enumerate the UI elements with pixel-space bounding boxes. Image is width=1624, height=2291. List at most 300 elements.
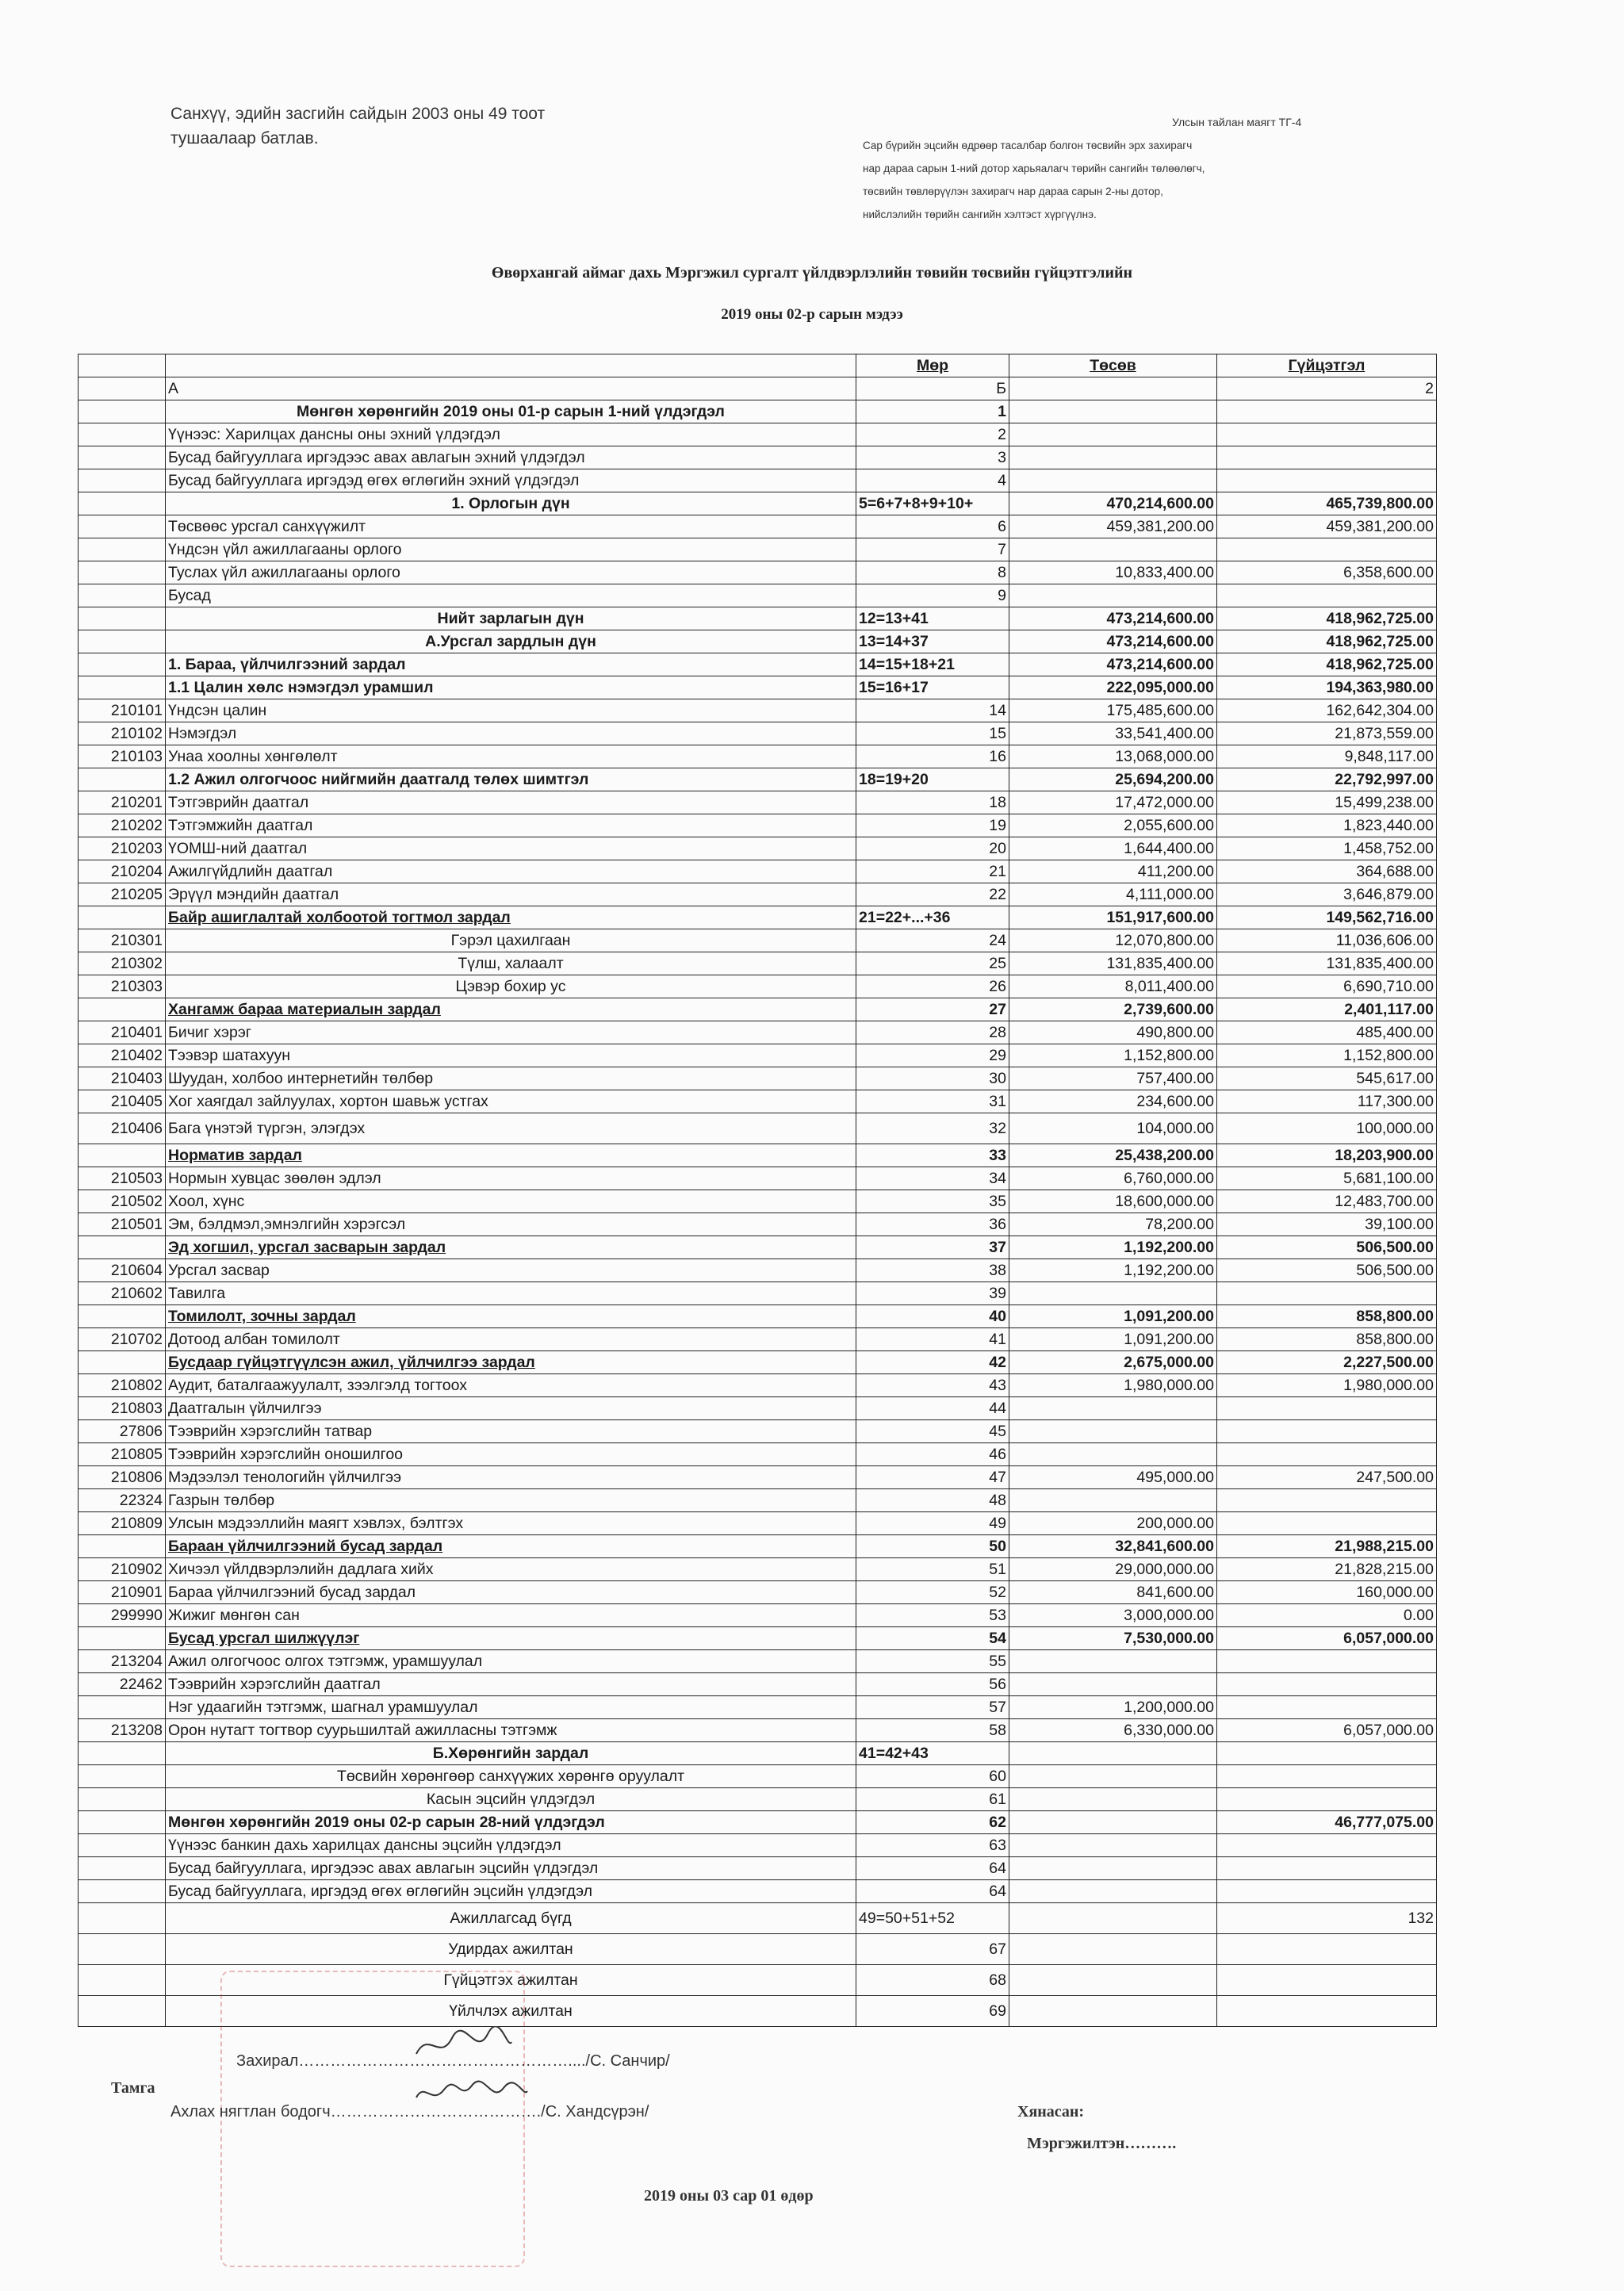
row-performance: 6,358,600.00: [1217, 561, 1437, 584]
row-mor: 50: [856, 1535, 1009, 1558]
row-code: 210203: [79, 837, 166, 860]
row-code: 210503: [79, 1167, 166, 1190]
header-guitsetgel: Гүйцэтгэл: [1217, 354, 1437, 377]
row-label: Тавилга: [166, 1282, 856, 1305]
row-label: Даатгалын үйлчилгээ: [166, 1397, 856, 1420]
row-performance: 247,500.00: [1217, 1466, 1437, 1489]
row-mor: 33: [856, 1144, 1009, 1167]
row-label: Цэвэр бохир ус: [166, 975, 856, 998]
table-subheader-row: [79, 377, 1437, 400]
row-label: [166, 1351, 856, 1374]
row-performance: [1217, 584, 1437, 607]
row-code: [79, 1965, 166, 1996]
table-row: [79, 1090, 1437, 1113]
row-mor: 54: [856, 1627, 1009, 1650]
approval-line-1: Санхүү, эдийн засгийн сайдын 2003 оны 49 тоот: [170, 105, 546, 123]
row-mor: 52: [856, 1581, 1009, 1604]
row-mor: 51: [856, 1558, 1009, 1581]
row-performance: 149,562,716.00: [1217, 906, 1437, 929]
row-mor: 22: [856, 883, 1009, 906]
stamp-label: Тамга: [111, 2079, 155, 2097]
table-row: [79, 1167, 1437, 1190]
row-budget: [1009, 1834, 1217, 1857]
table-row: [79, 515, 1437, 538]
row-budget: [1009, 1965, 1217, 1996]
row-label: Бусад: [166, 584, 856, 607]
table-row: [79, 607, 1437, 630]
row-budget: [1009, 1742, 1217, 1765]
table-row: [79, 653, 1437, 676]
row-label: Шуудан, холбоо интернетийн төлбөр: [166, 1067, 856, 1090]
row-budget: 25,694,200.00: [1009, 768, 1217, 791]
row-performance: 46,777,075.00: [1217, 1811, 1437, 1834]
row-label: [166, 1627, 856, 1650]
row-label: Мөнгөн хөрөнгийн 2019 оны 01-р сарын 1-ний үлдэгдэл: [166, 400, 856, 423]
row-mor: 19: [856, 814, 1009, 837]
submission-line-4: нийслэлийн төрийн сангийн хэлтэст хүргүүлнэ.: [863, 209, 1097, 220]
row-performance: 162,642,304.00: [1217, 699, 1437, 722]
row-budget: 1,200,000.00: [1009, 1696, 1217, 1719]
row-budget: 459,381,200.00: [1009, 515, 1217, 538]
row-label: Төсвийн хөрөнгөөр санхүүжих хөрөнгө оруулалт: [166, 1765, 856, 1788]
table-row: [79, 1113, 1437, 1144]
row-mor: 21: [856, 860, 1009, 883]
specialist-line: Мэргэжилтэн……….: [1027, 2135, 1177, 2152]
row-performance: 418,962,725.00: [1217, 607, 1437, 630]
table-row: [79, 676, 1437, 699]
row-mor: 60: [856, 1765, 1009, 1788]
table-row: [79, 837, 1437, 860]
row-budget: 131,835,400.00: [1009, 952, 1217, 975]
row-budget: [1009, 1934, 1217, 1965]
report-date: 2019 оны 03 сар 01 өдөр: [644, 2187, 814, 2205]
row-budget: 473,214,600.00: [1009, 653, 1217, 676]
row-label: Ажиллагсад бүгд: [166, 1903, 856, 1934]
row-budget: 2,739,600.00: [1009, 998, 1217, 1021]
row-label-text: Томилолт, зочны зардал: [168, 1308, 356, 1325]
row-budget: [1009, 446, 1217, 469]
row-label: Б.Хөрөнгийн зардал: [166, 1742, 856, 1765]
table-row: [79, 1443, 1437, 1466]
row-budget: 78,200.00: [1009, 1213, 1217, 1236]
row-mor: 43: [856, 1374, 1009, 1397]
row-code: [79, 1788, 166, 1811]
row-budget: [1009, 1673, 1217, 1696]
row-label: Эм, бэлдмэл,эмнэлгийн хэрэгсэл: [166, 1213, 856, 1236]
row-mor: 64: [856, 1857, 1009, 1880]
submission-line-3: төсвийн төвлөрүүлэн захирагч нар дараа сарын 2-ны дотор,: [863, 186, 1163, 197]
row-mor: 44: [856, 1397, 1009, 1420]
row-performance: 858,800.00: [1217, 1328, 1437, 1351]
row-mor: 36: [856, 1213, 1009, 1236]
row-code: [79, 1834, 166, 1857]
row-code: 213204: [79, 1650, 166, 1673]
row-budget: 757,400.00: [1009, 1067, 1217, 1090]
row-performance: [1217, 1397, 1437, 1420]
row-mor: 34: [856, 1167, 1009, 1190]
table-row: [79, 538, 1437, 561]
table-row: [79, 1903, 1437, 1934]
row-code: 299990: [79, 1604, 166, 1627]
table-row: [79, 1742, 1437, 1765]
row-performance: [1217, 1420, 1437, 1443]
table-row: [79, 768, 1437, 791]
row-budget: [1009, 1650, 1217, 1673]
table-row: [79, 1328, 1437, 1351]
row-label: Тэтгэмжийн даатгал: [166, 814, 856, 837]
row-label-text: Байр ашиглалтай холбоотой тогтмол зардал: [168, 909, 511, 926]
row-performance: 6,057,000.00: [1217, 1719, 1437, 1742]
row-budget: 1,644,400.00: [1009, 837, 1217, 860]
table-row: [79, 423, 1437, 446]
row-mor: 15: [856, 722, 1009, 745]
row-label: Эрүүл мэндийн даатгал: [166, 883, 856, 906]
row-performance: [1217, 1934, 1437, 1965]
row-performance: 485,400.00: [1217, 1021, 1437, 1044]
row-performance: [1217, 1880, 1437, 1903]
row-mor: 31: [856, 1090, 1009, 1113]
row-budget: 8,011,400.00: [1009, 975, 1217, 998]
row-performance: 5,681,100.00: [1217, 1167, 1437, 1190]
row-label: Туслах үйл ажиллагааны орлого: [166, 561, 856, 584]
row-performance: 12,483,700.00: [1217, 1190, 1437, 1213]
row-code: 210702: [79, 1328, 166, 1351]
row-mor: 9: [856, 584, 1009, 607]
row-label-text: Бусдаар гүйцэтгүүлсэн ажил, үйлчилгээ зардал: [168, 1354, 535, 1371]
table-row: [79, 1558, 1437, 1581]
row-code: [79, 653, 166, 676]
row-label: Жижиг мөнгөн сан: [166, 1604, 856, 1627]
table-row: [79, 1834, 1437, 1857]
row-budget: [1009, 1811, 1217, 1834]
table-row: [79, 791, 1437, 814]
row-mor: 6: [856, 515, 1009, 538]
row-mor: 25: [856, 952, 1009, 975]
row-label: Хоол, хүнс: [166, 1190, 856, 1213]
row-mor: 40: [856, 1305, 1009, 1328]
row-performance: [1217, 1673, 1437, 1696]
row-mor: 24: [856, 929, 1009, 952]
row-budget: 1,980,000.00: [1009, 1374, 1217, 1397]
row-code: [79, 1857, 166, 1880]
row-mor: 7: [856, 538, 1009, 561]
table-row: [79, 1351, 1437, 1374]
row-budget: 10,833,400.00: [1009, 561, 1217, 584]
row-mor: 1: [856, 400, 1009, 423]
header-code: [79, 354, 166, 377]
row-label: Бусад байгууллага, иргэдээс авах авлагын эцсийн үлдэгдэл: [166, 1857, 856, 1880]
row-label: 1.2 Ажил олгогчоос нийгмийн даатгалд төлөх шимтгэл: [166, 768, 856, 791]
row-label: ҮОМШ-ний даатгал: [166, 837, 856, 860]
row-budget: [1009, 1857, 1217, 1880]
row-performance: 21,873,559.00: [1217, 722, 1437, 745]
row-budget: 3,000,000.00: [1009, 1604, 1217, 1627]
table-row: [79, 1512, 1437, 1535]
row-mor: 69: [856, 1996, 1009, 2027]
table-row: [79, 722, 1437, 745]
row-performance: 131,835,400.00: [1217, 952, 1437, 975]
row-performance: [1217, 1834, 1437, 1857]
row-code: [79, 1305, 166, 1328]
row-mor: 18=19+20: [856, 768, 1009, 791]
budget-table-body: [79, 354, 1437, 2027]
table-row: [79, 1067, 1437, 1090]
row-mor: 5=6+7+8+9+10+: [856, 492, 1009, 515]
table-row: [79, 1397, 1437, 1420]
row-budget: 33,541,400.00: [1009, 722, 1217, 745]
row-label: [166, 1144, 856, 1167]
row-code: [79, 607, 166, 630]
row-label: Тэтгэврийн даатгал: [166, 791, 856, 814]
row-mor: 53: [856, 1604, 1009, 1627]
row-label-text: Бараан үйлчилгээний бусад зардал: [168, 1538, 443, 1555]
row-performance: [1217, 1765, 1437, 1788]
subheader-c: 2: [1217, 377, 1437, 400]
row-code: [79, 768, 166, 791]
report-subtitle: 2019 оны 02-р сарын мэдээ: [721, 306, 903, 323]
accountant-signature-line: Ахлах нягтлан бодогч…………………………………./С. Хандсүрэн/: [170, 2103, 649, 2121]
row-budget: 234,600.00: [1009, 1090, 1217, 1113]
table-row: [79, 1934, 1437, 1965]
row-code: 210401: [79, 1021, 166, 1044]
row-label: 1. Бараа, үйлчилгээний зардал: [166, 653, 856, 676]
row-label: Бусад байгууллага, иргэдэд өгөх өглөгийн эцсийн үлдэгдэл: [166, 1880, 856, 1903]
row-mor: 4: [856, 469, 1009, 492]
row-mor: 37: [856, 1236, 1009, 1259]
row-label: [166, 906, 856, 929]
row-budget: 151,917,600.00: [1009, 906, 1217, 929]
row-code: 210205: [79, 883, 166, 906]
submission-line-2: нар дараа сарын 1-ний дотор харьяалагч төрийн сангийн төлөөлөгч,: [863, 163, 1205, 174]
row-code: [79, 1742, 166, 1765]
row-label: 1.1 Цалин хөлс нэмэгдэл урамшил: [166, 676, 856, 699]
row-mor: 8: [856, 561, 1009, 584]
row-budget: [1009, 1420, 1217, 1443]
row-mor: 32: [856, 1113, 1009, 1144]
row-budget: 2,675,000.00: [1009, 1351, 1217, 1374]
row-performance: 418,962,725.00: [1217, 630, 1437, 653]
table-row: [79, 1581, 1437, 1604]
row-performance: [1217, 446, 1437, 469]
row-budget: 1,192,200.00: [1009, 1259, 1217, 1282]
row-performance: [1217, 1857, 1437, 1880]
row-code: [79, 1351, 166, 1374]
row-label: [166, 1535, 856, 1558]
row-budget: 1,091,200.00: [1009, 1305, 1217, 1328]
table-row: [79, 929, 1437, 952]
row-mor: 47: [856, 1466, 1009, 1489]
row-mor: 41: [856, 1328, 1009, 1351]
row-label: Касын эцсийн үлдэгдэл: [166, 1788, 856, 1811]
row-code: [79, 1765, 166, 1788]
budget-table: [78, 354, 1437, 2027]
row-budget: [1009, 1282, 1217, 1305]
table-row: [79, 1788, 1437, 1811]
row-label: Үндсэн цалин: [166, 699, 856, 722]
table-row: [79, 1144, 1437, 1167]
row-mor: 13=14+37: [856, 630, 1009, 653]
row-label: 1. Орлогын дүн: [166, 492, 856, 515]
table-row: [79, 745, 1437, 768]
row-code: [79, 538, 166, 561]
row-label: Дотоод албан томилолт: [166, 1328, 856, 1351]
row-label: Гэрэл цахилгаан: [166, 929, 856, 952]
row-budget: 1,152,800.00: [1009, 1044, 1217, 1067]
row-budget: [1009, 1489, 1217, 1512]
table-row: [79, 1604, 1437, 1627]
row-label-text: Хангамж бараа материалын зардал: [168, 1001, 441, 1018]
row-code: 210805: [79, 1443, 166, 1466]
row-code: [79, 1903, 166, 1934]
row-code: 210803: [79, 1397, 166, 1420]
row-code: 210302: [79, 952, 166, 975]
row-code: 210809: [79, 1512, 166, 1535]
row-label: Нэмэгдэл: [166, 722, 856, 745]
row-mor: 68: [856, 1965, 1009, 1996]
row-performance: 22,792,997.00: [1217, 768, 1437, 791]
table-row: [79, 699, 1437, 722]
row-budget: 104,000.00: [1009, 1113, 1217, 1144]
row-performance: [1217, 1650, 1437, 1673]
row-budget: [1009, 1397, 1217, 1420]
row-mor: 67: [856, 1934, 1009, 1965]
row-budget: 470,214,600.00: [1009, 492, 1217, 515]
row-budget: 6,330,000.00: [1009, 1719, 1217, 1742]
table-row: [79, 1811, 1437, 1834]
row-mor: 35: [856, 1190, 1009, 1213]
row-mor: 46: [856, 1443, 1009, 1466]
table-row: [79, 1673, 1437, 1696]
row-budget: [1009, 1788, 1217, 1811]
row-mor: 30: [856, 1067, 1009, 1090]
row-performance: 39,100.00: [1217, 1213, 1437, 1236]
row-mor: 2: [856, 423, 1009, 446]
row-code: [79, 561, 166, 584]
subheader-empty: [1009, 377, 1217, 400]
row-code: 210201: [79, 791, 166, 814]
row-budget: [1009, 423, 1217, 446]
row-code: 210902: [79, 1558, 166, 1581]
row-code: [79, 630, 166, 653]
row-performance: 506,500.00: [1217, 1259, 1437, 1282]
row-budget: 473,214,600.00: [1009, 630, 1217, 653]
row-label: Төсвөөс урсгал санхүүжилт: [166, 515, 856, 538]
row-code: [79, 1236, 166, 1259]
row-label: Орон нутагт тогтвор суурьшилтай ажилласны тэтгэмж: [166, 1719, 856, 1742]
row-label: Унаа хоолны хөнгөлөлт: [166, 745, 856, 768]
table-row: [79, 1696, 1437, 1719]
row-mor: 45: [856, 1420, 1009, 1443]
checked-label: Хянасан:: [1017, 2103, 1085, 2121]
table-row: [79, 952, 1437, 975]
subheader-b: Б: [856, 377, 1009, 400]
row-budget: 6,760,000.00: [1009, 1167, 1217, 1190]
row-label: Улсын мэдээллийн маягт хэвлэх, бэлтгэх: [166, 1512, 856, 1535]
row-performance: [1217, 400, 1437, 423]
row-performance: 9,848,117.00: [1217, 745, 1437, 768]
row-label: Бараа үйлчилгээний бусад зардал: [166, 1581, 856, 1604]
table-row: [79, 446, 1437, 469]
row-mor: 49: [856, 1512, 1009, 1535]
row-budget: [1009, 1880, 1217, 1903]
row-label-text: Бусад урсгал шилжүүлэг: [168, 1630, 360, 1647]
row-code: [79, 1535, 166, 1558]
row-performance: [1217, 1742, 1437, 1765]
row-label: Гүйцэтгэх ажилтан: [166, 1965, 856, 1996]
row-label: Аудит, баталгаажуулалт, зээлгэлд тогтоох: [166, 1374, 856, 1397]
row-mor: 3: [856, 446, 1009, 469]
row-performance: 3,646,879.00: [1217, 883, 1437, 906]
row-performance: 1,458,752.00: [1217, 837, 1437, 860]
row-code: 210405: [79, 1090, 166, 1113]
row-budget: 841,600.00: [1009, 1581, 1217, 1604]
form-code: Улсын тайлан маягт ТГ-4: [1172, 116, 1302, 128]
row-performance: [1217, 423, 1437, 446]
row-performance: 100,000.00: [1217, 1113, 1437, 1144]
row-performance: 858,800.00: [1217, 1305, 1437, 1328]
row-code: [79, 676, 166, 699]
row-budget: [1009, 469, 1217, 492]
row-mor: 57: [856, 1696, 1009, 1719]
row-code: [79, 1934, 166, 1965]
row-code: 22324: [79, 1489, 166, 1512]
row-mor: 63: [856, 1834, 1009, 1857]
table-row: [79, 584, 1437, 607]
row-label: [166, 1305, 856, 1328]
row-label: Хог хаягдал зайлуулах, хортон шавьж устгах: [166, 1090, 856, 1113]
table-row: [79, 1765, 1437, 1788]
row-budget: 12,070,800.00: [1009, 929, 1217, 952]
row-mor: 49=50+51+52: [856, 1903, 1009, 1934]
row-budget: 411,200.00: [1009, 860, 1217, 883]
row-performance: 418,962,725.00: [1217, 653, 1437, 676]
row-code: [79, 906, 166, 929]
row-performance: 0.00: [1217, 1604, 1437, 1627]
subheader-a: А: [166, 377, 856, 400]
row-budget: [1009, 1765, 1217, 1788]
row-label: Түлш, халаалт: [166, 952, 856, 975]
row-performance: [1217, 1512, 1437, 1535]
row-budget: 175,485,600.00: [1009, 699, 1217, 722]
row-code: 210303: [79, 975, 166, 998]
row-label: Үйлчлэх ажилтан: [166, 1996, 856, 2027]
row-code: 210802: [79, 1374, 166, 1397]
row-label: Мөнгөн хөрөнгийн 2019 оны 02-р сарын 28-ний үлдэгдэл: [166, 1811, 856, 1834]
row-code: 210901: [79, 1581, 166, 1604]
row-code: [79, 998, 166, 1021]
report-title: Өвөрхангай аймаг дахь Мэргэжил сургалт үйлдвэрлэлийн төвийн төсвийн гүйцэтгэлийн: [491, 264, 1133, 282]
row-code: 213208: [79, 1719, 166, 1742]
table-row: [79, 1021, 1437, 1044]
table-row: [79, 630, 1437, 653]
row-code: 210402: [79, 1044, 166, 1067]
row-budget: [1009, 1443, 1217, 1466]
row-label: Нийт зарлагын дүн: [166, 607, 856, 630]
row-code: 210403: [79, 1067, 166, 1090]
row-label: Удирдах ажилтан: [166, 1934, 856, 1965]
table-row: [79, 1282, 1437, 1305]
table-row: [79, 1259, 1437, 1282]
row-performance: 6,057,000.00: [1217, 1627, 1437, 1650]
table-row: [79, 469, 1437, 492]
row-performance: 160,000.00: [1217, 1581, 1437, 1604]
row-budget: 29,000,000.00: [1009, 1558, 1217, 1581]
row-label: Үүнээс: Харилцах дансны оны эхний үлдэгдэл: [166, 423, 856, 446]
row-label: Тээврийн хэрэгслийн татвар: [166, 1420, 856, 1443]
row-budget: 1,091,200.00: [1009, 1328, 1217, 1351]
table-row: [79, 492, 1437, 515]
row-budget: 2,055,600.00: [1009, 814, 1217, 837]
